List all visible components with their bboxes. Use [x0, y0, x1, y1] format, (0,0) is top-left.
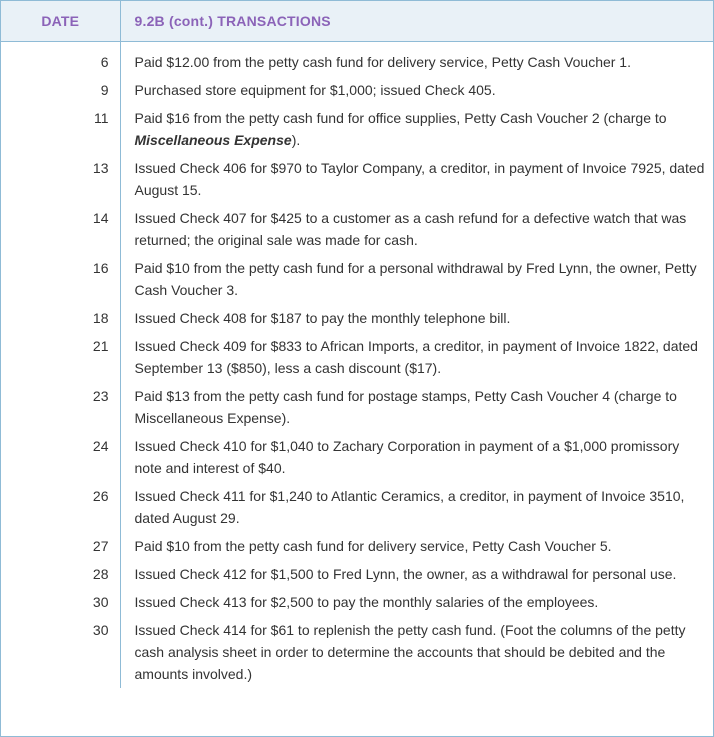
transactions-column-header: 9.2B (cont.) TRANSACTIONS: [120, 1, 713, 41]
table-row: [1, 104, 713, 154]
row-description: Issued Check 411 for $1,240 to Atlantic Ceramics, a creditor, in payment of Invoice 3510, dated August 29.: [134, 487, 685, 526]
row-date: 23: [1, 382, 120, 432]
table-row: [1, 382, 713, 432]
transactions-table: [1, 1, 713, 688]
row-date: 27: [1, 532, 120, 560]
row-date: 14: [1, 204, 120, 254]
row-description: Issued Check 414 for $61 to replenish the petty cash fund. (Foot the columns of the petty cash analysis sheet in order to determine the accounts that should be debited and the amounts involved.): [134, 621, 686, 682]
table-header-row: [1, 1, 713, 41]
table-row: [1, 482, 713, 532]
table-row: [1, 204, 713, 254]
row-date: 13: [1, 154, 120, 204]
date-column-header: DATE: [1, 1, 120, 41]
row-date: 30: [1, 588, 120, 616]
table-row: [1, 154, 713, 204]
row-date: 26: [1, 482, 120, 532]
row-date: 11: [1, 104, 120, 154]
row-description: Issued Check 407 for $425 to a customer as a cash refund for a defective watch that was returned; the original sale was made for cash.: [134, 209, 687, 248]
row-date: 30: [1, 616, 120, 688]
table-row: [1, 254, 713, 304]
row-date: 16: [1, 254, 120, 304]
row-date: 28: [1, 560, 120, 588]
row-description: Paid $10 from the petty cash fund for a personal withdrawal by Fred Lynn, the owner, Petty Cash Voucher 3.: [134, 259, 697, 298]
row-description-start: Paid $16 from the petty cash fund for office supplies, Petty Cash Voucher 2 (charge to: [134, 109, 667, 126]
table-row: [1, 532, 713, 560]
table-row: [1, 41, 713, 76]
table-row: [1, 588, 713, 616]
row-date: 21: [1, 332, 120, 382]
row-description: Issued Check 412 for $1,500 to Fred Lynn, the owner, as a withdrawal for personal use.: [134, 565, 677, 582]
table-row: [1, 616, 713, 688]
row-description: Issued Check 409 for $833 to African Imports, a creditor, in payment of Invoice 1822, dated September 13 ($850), less a cash discount ($17).: [134, 337, 698, 376]
row-date: 9: [1, 76, 120, 104]
row-description: Purchased store equipment for $1,000; issued Check 405.: [134, 81, 496, 98]
table-row: [1, 76, 713, 104]
row-description: Issued Check 413 for $2,500 to pay the monthly salaries of the employees.: [134, 593, 599, 610]
table-row: [1, 304, 713, 332]
table-row: [1, 432, 713, 482]
table-row: [1, 560, 713, 588]
row-description: Issued Check 408 for $187 to pay the monthly telephone bill.: [134, 309, 511, 326]
row-date: 24: [1, 432, 120, 482]
row-description: Issued Check 410 for $1,040 to Zachary Corporation in payment of a $1,000 promissory note and interest of $40.: [134, 437, 680, 476]
row-date: 6: [1, 41, 120, 76]
row-description: Paid $13 from the petty cash fund for postage stamps, Petty Cash Voucher 4 (charge to Miscellaneous Expense).: [134, 387, 677, 426]
table-row: [1, 332, 713, 382]
row-description-end: ).: [291, 131, 301, 148]
row-description: Paid $12.00 from the petty cash fund for delivery service, Petty Cash Voucher 1.: [134, 53, 631, 70]
account-name-emphasis: Miscellaneous Expense: [134, 131, 292, 148]
row-description: Issued Check 406 for $970 to Taylor Company, a creditor, in payment of Invoice 7925, dated August 15.: [134, 159, 705, 198]
row-description: Paid $10 from the petty cash fund for delivery service, Petty Cash Voucher 5.: [134, 537, 612, 554]
row-description: [120, 104, 713, 154]
row-date: 18: [1, 304, 120, 332]
